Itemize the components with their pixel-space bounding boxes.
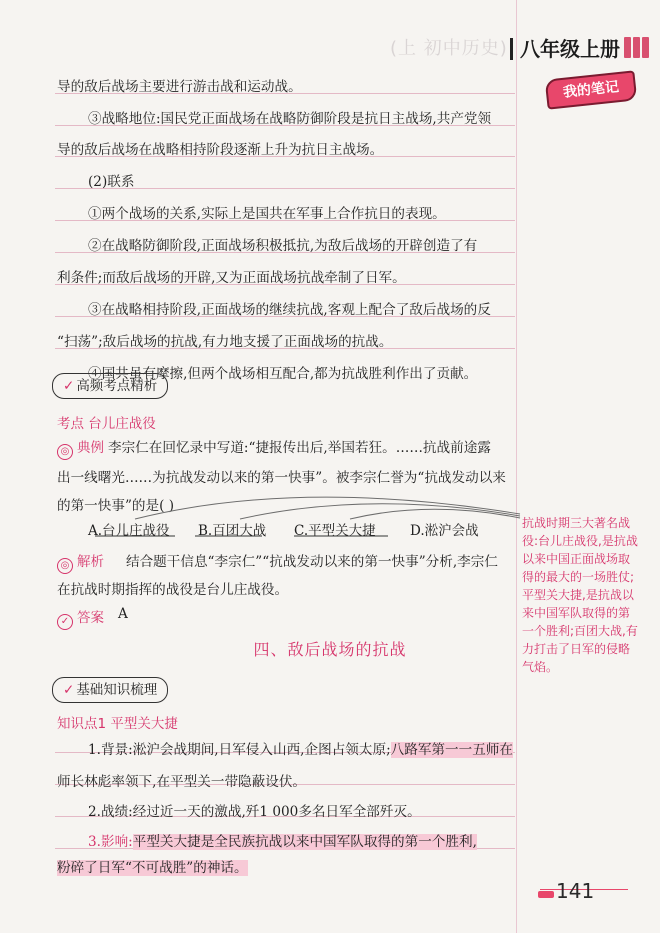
analysis-icon: ◎	[57, 558, 73, 574]
body-line: (2)联系	[88, 174, 135, 190]
body-line: ②在战略防御阶段,正面战场积极抵抗,为敌后战场的开辟创造了有	[88, 238, 478, 254]
option-a: A.台儿庄战役	[88, 523, 170, 539]
page-title: 八年级上册	[520, 37, 620, 61]
page-number: 141	[556, 879, 595, 903]
body-line: 导的敌后战场主要进行游击战和运动战。	[57, 79, 302, 95]
knowledge-point-title: 知识点1 平型关大捷	[57, 716, 178, 732]
check-icon: ✓	[57, 614, 73, 630]
example-label: ◎ 典例	[57, 436, 104, 460]
option-c: C.平型关大捷	[294, 523, 376, 539]
page-tag	[538, 891, 554, 898]
body-line: 导的敌后战场在战略相持阶段逐渐上升为抗日主战场。	[57, 142, 384, 158]
answer-value: A	[118, 606, 128, 622]
answer-label: ✓ 答案	[57, 606, 104, 630]
exam-point-title: 考点 台儿庄战役	[57, 416, 156, 432]
section-title: 四、敌后战场的抗战	[253, 640, 407, 659]
header-ghost-text: (上 初中历史)	[390, 38, 508, 59]
body-line: 利条件;而敌后战场的开辟,又为正面战场抗战牵制了日军。	[57, 270, 406, 286]
basic-knowledge-tag: ✓ 基础知识梳理	[52, 677, 168, 703]
notes-badge: 我的笔记	[545, 70, 638, 109]
example-icon: ◎	[57, 444, 73, 460]
example-line: 的第一快事”的是( )	[57, 498, 175, 514]
analysis-line: 结合题干信息“李宗仁”“抗战发动以来的第一快事”分析,李宗仁	[126, 554, 498, 570]
body-line: ③战略地位:国民党正面战场在战略防御阶段是抗日主战场,共产党领	[88, 111, 492, 127]
example-line: 李宗仁在回忆录中写道:“捷报传出后,举国若狂。……抗战前途露	[108, 440, 491, 456]
example-line: 出一线曙光……为抗战发动以来的第一快事”。被李宗仁誉为“抗战发动以来	[57, 470, 506, 486]
kp-line: 粉碎了日军“不可战胜”的神话。	[57, 860, 248, 876]
margin-note: 抗战时期三大著名战役:台儿庄战役,是抗战以来中国正面战场取得的最大的一场胜仗;平型关大捷,是抗战以来中国军队取得的第一个胜利;百团大战,有力打击了日军的侵略气焰。	[522, 516, 638, 674]
analysis-line: 在抗战时期指挥的战役是台儿庄战役。	[57, 582, 289, 598]
kp-line: 3.影响:平型关大捷是全民族抗战以来中国军队取得的第一个胜利,	[88, 834, 477, 850]
analysis-label: ◎ 解析	[57, 550, 104, 574]
body-line: ③在战略相持阶段,正面战场的继续抗战,客观上配合了敌后战场的反	[88, 302, 491, 318]
body-line: ①两个战场的关系,实际上是国共在军事上合作抗日的表现。	[88, 206, 446, 222]
body-line: “扫荡”;敌后战场的抗战,有力地支援了正面战场的抗战。	[57, 334, 393, 350]
kp-line: 2.战绩:经过近一天的激战,歼1 000多名日军全部歼灭。	[88, 804, 421, 820]
option-b: B.百团大战	[198, 523, 267, 539]
kp-line: 1.背景:淞沪会战期间,日军侵入山西,企图占领太原;八路军第一一五师在	[88, 742, 513, 758]
high-frequency-tag: ✓ 高频考点精析	[52, 373, 168, 399]
body-line: ④国共虽有摩擦,但两个战场相互配合,都为抗战胜利作出了贡献。	[88, 366, 478, 382]
option-d: D.淞沪会战	[410, 523, 479, 539]
kp-line: 师长林彪率领下,在平型关一带隐蔽设伏。	[57, 774, 307, 790]
